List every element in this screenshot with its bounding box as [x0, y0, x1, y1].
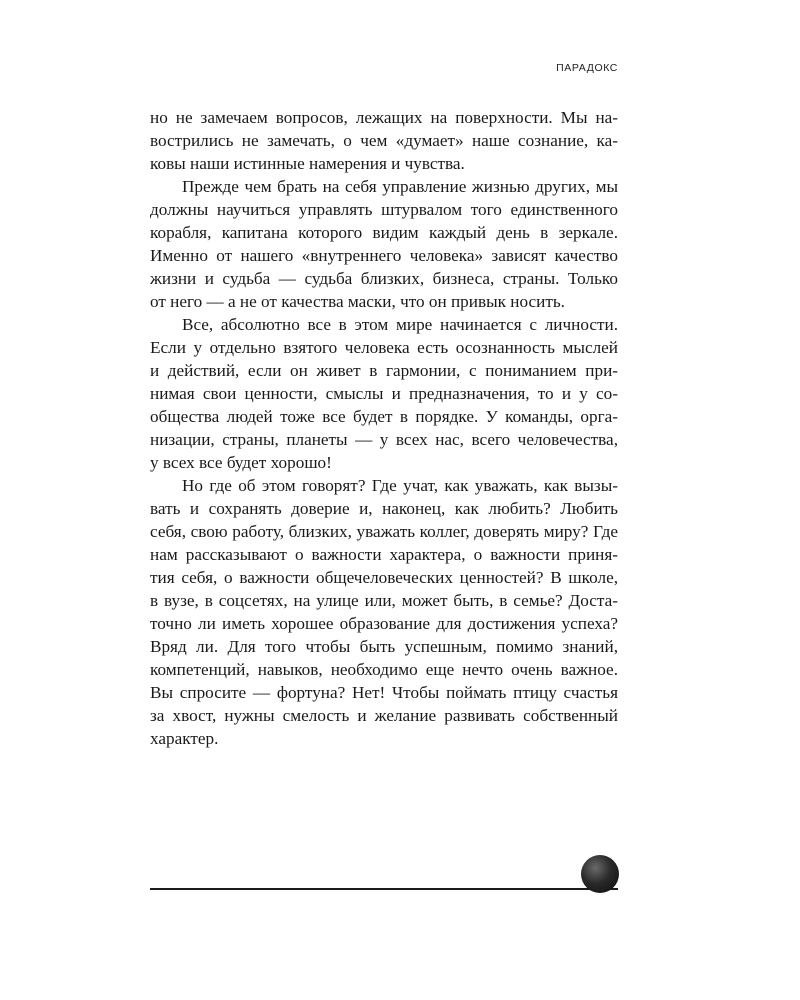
- text-line: ковы наши истинные намерения и чувства.: [150, 154, 465, 173]
- text-line: компетенций, навыков, необходимо еще нечто очень важное.: [150, 660, 618, 679]
- running-head: ПАРАДОКС: [556, 62, 618, 74]
- text-line: Именно от нашего «внутреннего человека» зависят качество: [150, 246, 618, 265]
- text-line: вать и сохранять доверие и, наконец, как любить? Любить: [150, 499, 618, 518]
- paragraph-1: [150, 106, 618, 175]
- text-line: и действий, если он живет в гармонии, с пониманием при-: [150, 361, 618, 380]
- text-line: Вряд ли. Для того чтобы быть успешным, помимо знаний,: [150, 637, 618, 656]
- body-text: [150, 106, 618, 750]
- text-line: должны научиться управлять штурвалом того единственного: [150, 200, 618, 219]
- text-line: нимая свои ценности, смыслы и предназначения, то и у со-: [150, 384, 618, 403]
- text-line: Если у отдельно взятого человека есть осознанность мыслей: [150, 338, 618, 357]
- paragraph-2: [150, 175, 618, 313]
- text-line: себя, свою работу, близких, уважать коллег, доверять миру? Где: [150, 522, 618, 541]
- text-line: у всех все будет хорошо!: [150, 453, 332, 472]
- text-line: вострились не замечать, о чем «думает» наше сознание, ка-: [150, 131, 618, 150]
- text-line: жизни и судьба — судьба близких, бизнеса, страны. Только: [150, 269, 618, 288]
- text-line: в вузе, в соцсетях, на улице или, может быть, в семье? Доста-: [150, 591, 618, 610]
- text-line: от него — а не от качества маски, что он привык носить.: [150, 292, 565, 311]
- text-line: общества людей тоже все будет в порядке. У команды, орга-: [150, 407, 618, 426]
- text-line: Прежде чем брать на себя управление жизнью других, мы: [182, 177, 618, 196]
- text-line: Вы спросите — фортуна? Нет! Чтобы поймать птицу счастья: [150, 683, 618, 702]
- paragraph-4: [150, 474, 618, 750]
- text-line: Но где об этом говорят? Где учат, как уважать, как вызы-: [182, 476, 618, 495]
- text-line: за хвост, нужны смелость и желание развивать собственный: [150, 706, 618, 725]
- text-line: точно ли иметь хорошее образование для достижения успеха?: [150, 614, 618, 633]
- folio-ball-icon: [581, 855, 619, 893]
- text-line: нам рассказывают о важности характера, о важности приня-: [150, 545, 618, 564]
- text-line: Все, абсолютно все в этом мире начинается с личности.: [182, 315, 618, 334]
- paragraph-3: [150, 313, 618, 474]
- text-line: тия себя, о важности общечеловеческих ценностей? В школе,: [150, 568, 618, 587]
- text-line: но не замечаем вопросов, лежащих на поверхности. Мы на-: [150, 108, 618, 127]
- text-line: характер.: [150, 729, 219, 748]
- footer-rule: [150, 888, 618, 890]
- text-line: низации, страны, планеты — у всех нас, всего человечества,: [150, 430, 618, 449]
- text-line: корабля, капитана которого видим каждый день в зеркале.: [150, 223, 618, 242]
